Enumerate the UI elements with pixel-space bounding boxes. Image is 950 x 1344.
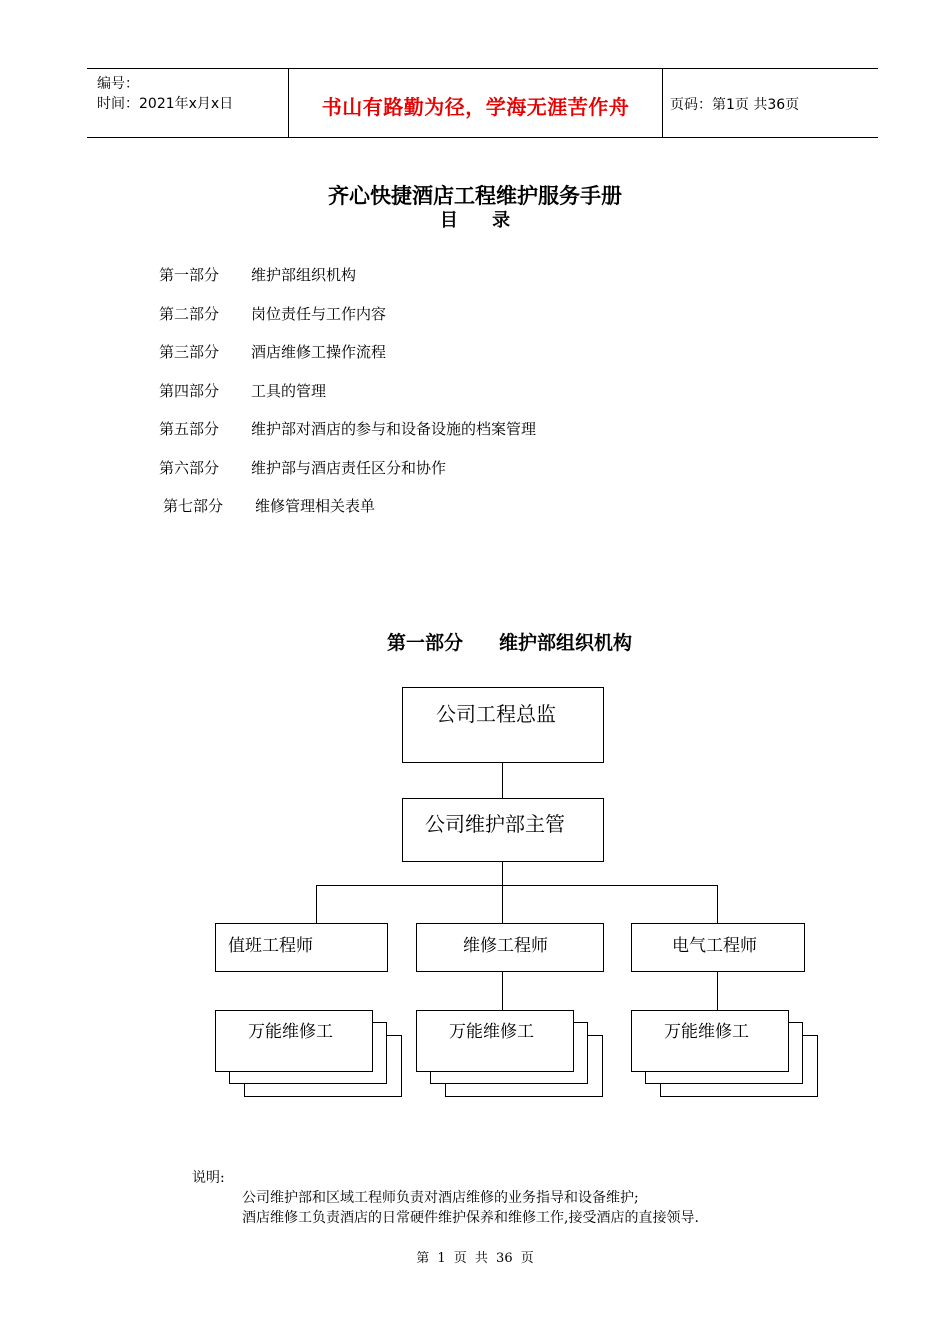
number-label: 编号：: [97, 76, 139, 92]
org-box-duty-engineer: [215, 923, 388, 972]
org-box-electrical-engineer: [631, 923, 805, 972]
toc-item-label: 维修管理相关表单: [255, 497, 376, 515]
toc-item-label: 工具的管理: [251, 381, 327, 400]
toc-item-number: 第五部分: [159, 420, 220, 438]
toc-item-number: 第六部分: [159, 458, 220, 477]
org-box-worker-electrical: [631, 1010, 789, 1072]
connector-line: [502, 861, 503, 924]
toc-item-number: 第二部分: [159, 304, 220, 323]
table-of-contents: [159, 264, 536, 534]
toc-item: [159, 418, 536, 457]
org-box-worker-maintenance: [416, 1010, 574, 1072]
toc-item: [159, 380, 536, 419]
section-title: 维护部组织机构: [499, 632, 633, 654]
toc-item: [159, 264, 536, 303]
time-label: 时间：2021年x月x日: [97, 96, 234, 112]
toc-item-number: 第三部分: [159, 343, 220, 361]
connector-line: [717, 971, 718, 1010]
toc-heading: 目 录: [439, 210, 511, 231]
org-box-maintenance-engineer: [416, 923, 604, 972]
toc-item-label: 岗位责任与工作内容: [251, 304, 387, 323]
toc-item-label: 维护部组织机构: [251, 266, 357, 284]
header-page-cell: [662, 69, 878, 137]
toc-item-number: 第七部分: [163, 497, 224, 515]
document-title: 齐心快捷酒店工程维护服务手册: [328, 183, 622, 208]
connector-line: [502, 971, 503, 1010]
org-box-label: 公司工程总监: [436, 702, 556, 726]
toc-item-label: 维护部对酒店的参与和设备设施的档案管理: [251, 420, 537, 438]
org-box-worker-duty: [215, 1010, 373, 1072]
toc-item: [159, 341, 536, 380]
connector-line: [316, 885, 317, 924]
connector-line: [502, 762, 503, 799]
org-box-label: 维修工程师: [463, 936, 548, 956]
org-box-director: [402, 687, 604, 763]
toc-item-label: 酒店维修工操作流程: [251, 343, 387, 361]
note-line: 公司维护部和区域工程师负责对酒店维修的业务指导和设备维护;: [242, 1190, 639, 1206]
org-box-label: 万能维修工: [449, 1022, 534, 1042]
page-footer: 第 1 页 共 36 页: [416, 1251, 534, 1266]
connector-line: [717, 885, 718, 924]
motto-text: 书山有路勤为径，学海无涯苦作舟: [321, 95, 630, 119]
section-heading: [387, 628, 632, 655]
org-box-label: 值班工程师: [228, 936, 313, 956]
note-line: 酒店维修工负责酒店的日常硬件维护保养和维修工作,接受酒店的直接领导.: [242, 1210, 699, 1226]
toc-item-label: 维护部与酒店责任区分和协作: [251, 458, 447, 477]
org-box-supervisor: [402, 798, 604, 862]
header-motto-cell: [288, 69, 663, 137]
org-box-label: 万能维修工: [248, 1022, 333, 1042]
page-info: 页码：第1页 共36页: [670, 97, 800, 113]
org-box-label: 万能维修工: [664, 1022, 749, 1042]
section-number: 第一部分: [387, 632, 464, 654]
toc-item-number: 第四部分: [159, 381, 220, 400]
connector-line: [316, 885, 718, 886]
notes-label: 说明:: [192, 1170, 225, 1186]
toc-item: [159, 495, 536, 534]
toc-item: [159, 303, 536, 342]
org-box-label: 电气工程师: [672, 936, 757, 956]
header-meta-cell: [87, 69, 288, 137]
org-box-label: 公司维护部主管: [425, 812, 565, 836]
page-header: [87, 68, 878, 138]
toc-item-number: 第一部分: [159, 266, 220, 284]
toc-item: [159, 457, 536, 496]
